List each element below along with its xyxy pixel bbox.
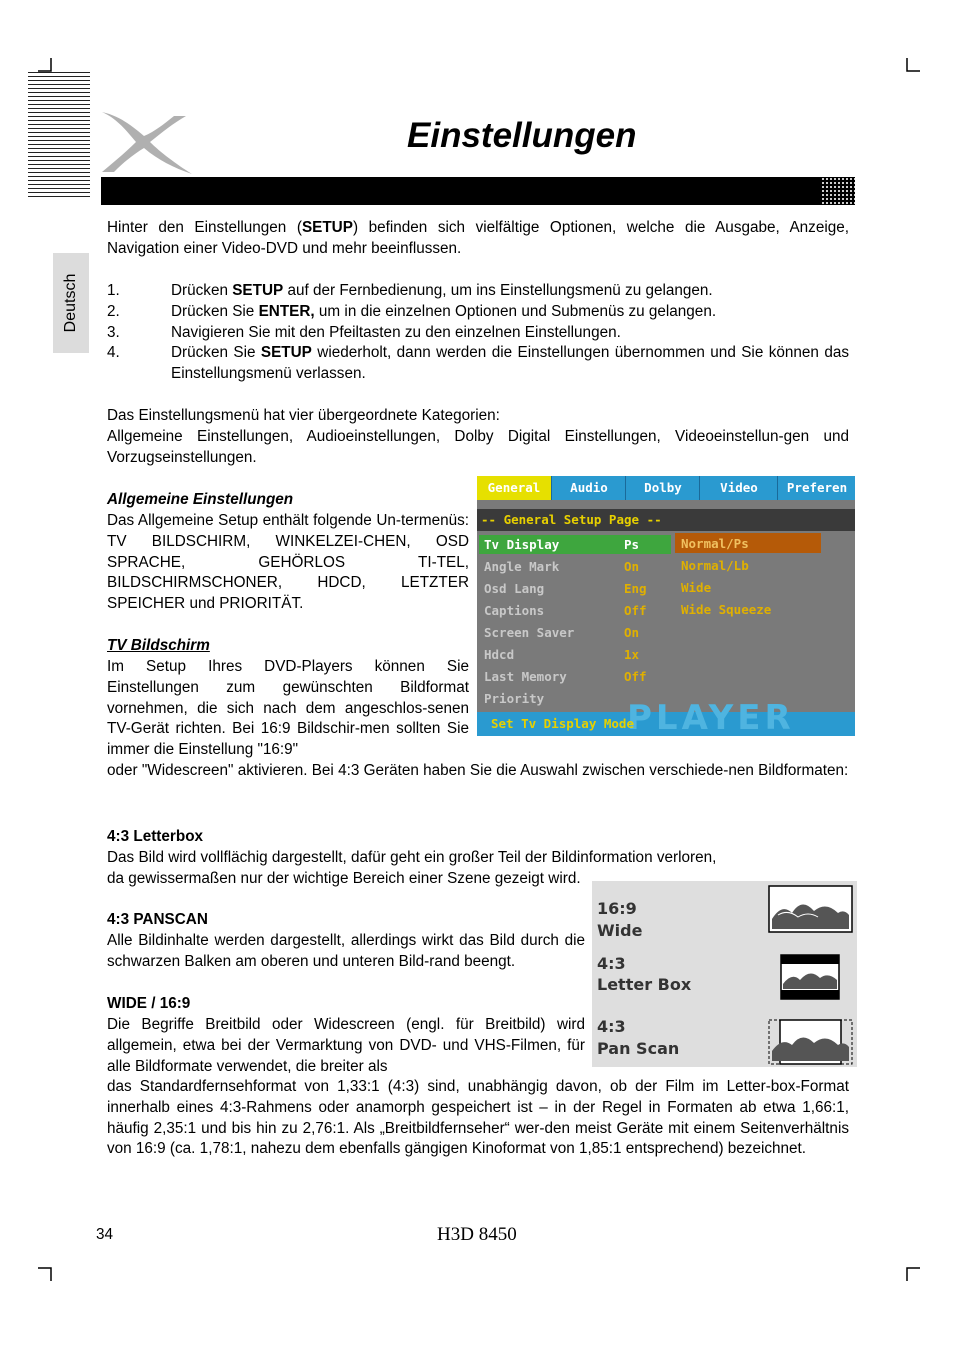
format-letterbox-ratio: 4:3 <box>597 954 626 973</box>
menu-row-value: Off <box>624 669 647 684</box>
panscan-text: Alle Bildinhalte werden dargestellt, allerdings wirkt das Bild durch die schwarzen Balken am oberen und unteren Bild-rand beengt. <box>107 932 585 970</box>
page-number: 34 <box>96 1226 114 1243</box>
general-text: Das Allgemeine Setup enthält folgende Un-termenüs: TV BILDSCHIRM, WINKELZEI-CHEN, OSD SPRACHE, GEHÖRLOS TI-TEL, BILDSCHIRMSCHONER, HDCD, LETZTER SPEICHER und PRIORITÄT. <box>107 512 469 613</box>
menu-tab-preferences: Preferen <box>777 476 855 500</box>
format-panscan-name: Pan Scan <box>597 1039 680 1058</box>
menu-tab-bar <box>477 476 855 500</box>
language-side-tab <box>53 253 89 353</box>
letterbox-tv-icon <box>780 954 840 1000</box>
wide-text-continued: das Standardfernsehformat von 1,33:1 (4:3) sind, unabhängig davon, ob der Film im Letter-box-Format innerhalb eines 4:3-Rahmens oder anamorph gespeichert ist – in der Regel in Formaten ab etwa 1,66:1, häufig 2,35:1 und bis hin zu 2,76:1. Als „Breitbildfernseher“ wer-den meist Geräte mit einem Seitenverhältnis von 16:9 (ca. 1,78:1, nahezu dem ebenfalls gängigen Kinoformat von 1,85:1 entsprechend) bezeichnet. <box>107 1078 849 1158</box>
wide-text: Die Begriffe Breitbild oder Widescreen (engl. für Breitbild) wird allgemein, etwa bei der Vermarktung von DVD- und VHS-Filmen, für alle Bildformate verwendet, die breiter als <box>107 1016 585 1075</box>
menu-page-header: -- General Setup Page -- <box>477 509 855 531</box>
menu-watermark: PLAYER <box>627 698 795 736</box>
crop-mark-top-left <box>38 58 52 72</box>
setup-menu-screenshot <box>477 476 855 736</box>
crop-mark-bottom-right <box>906 1267 920 1281</box>
wide-heading: WIDE / 16:9 <box>107 995 191 1012</box>
menu-row-label: Captions <box>484 603 545 618</box>
categories-list: Allgemeine Einstellungen, Audioeinstellungen, Dolby Digital Einstellungen, Videoeinstellun-gen und Vorzugseinstellungen. <box>107 428 849 466</box>
x-logo-icon <box>96 108 196 176</box>
format-panscan-ratio: 4:3 <box>597 1017 626 1036</box>
menu-row-label: Hdcd <box>484 647 515 662</box>
panscan-heading: 4:3 PANSCAN <box>107 911 208 928</box>
categories-intro: Das Einstellungsmenü hat vier übergeordnete Kategorien: <box>107 407 500 424</box>
language-side-tab-label: Deutsch <box>62 273 79 333</box>
menu-row-value: Eng <box>624 581 647 596</box>
menu-tab-video: Video <box>699 476 778 500</box>
menu-row-value: On <box>624 559 640 574</box>
general-heading: Allgemeine Einstellungen <box>107 491 294 508</box>
step-3-text: Navigieren Sie mit den Pfeiltasten zu den einzelnen Einstellungen. <box>171 324 621 341</box>
menu-tab-dolby: Dolby <box>625 476 700 500</box>
letterbox-text: Das Bild wird vollflächig dargestellt, dafür geht ein großer Teil der Bildinformation verloren, <box>107 849 717 866</box>
step-2-number: 2. <box>107 303 120 320</box>
tv-text: Im Setup Ihres DVD-Players können Sie Einstellungen zum gewünschten Bildformat vornehmen, die sich nach dem angeschlos-senen TV-Gerät richten. Bei 16:9 Bildschir-men sollten Sie immer die Einstellung "16:9" <box>107 658 469 759</box>
aspect-ratio-illustration <box>592 881 857 1067</box>
step-1-number: 1. <box>107 282 120 299</box>
crop-mark-bottom-left <box>38 1267 52 1281</box>
menu-row-label: Osd Lang <box>484 581 545 596</box>
menu-footer-label: Set Tv Display Mode <box>491 716 634 731</box>
model-name: H3D 8450 <box>437 1224 517 1245</box>
menu-row-value: On <box>624 625 640 640</box>
format-letterbox-name: Letter Box <box>597 975 692 994</box>
step-4-number: 4. <box>107 344 120 361</box>
panscan-tv-icon <box>768 1019 853 1065</box>
decorative-stripes <box>28 72 90 198</box>
menu-option: Normal/Ps <box>681 536 749 551</box>
format-16-9-name: Wide <box>597 921 643 940</box>
step-4-text: Drücken Sie SETUP wiederholt, dann werden die Einstellungen übernommen und Sie können das Einstellungsmenü verlassen. <box>171 344 849 382</box>
menu-option: Wide <box>681 580 712 595</box>
menu-option: Normal/Lb <box>681 558 749 573</box>
letterbox-text-continued: da gewissermaßen nur der wichtige Bereich einer Szene gezeigt wird. <box>107 870 581 887</box>
format-16-9-ratio: 16:9 <box>597 899 637 918</box>
step-3-number: 3. <box>107 324 120 341</box>
intro-paragraph: Hinter den Einstellungen (SETUP) befinden sich vielfältige Optionen, welche die Ausgabe, Anzeige, Navigation einer Video-DVD und mehr beeinflussen. <box>107 219 849 257</box>
letterbox-heading: 4:3 Letterbox <box>107 828 204 845</box>
header-bar-dots <box>821 177 855 205</box>
menu-row-label: Screen Saver <box>484 625 575 640</box>
menu-tab-audio: Audio <box>551 476 626 500</box>
menu-row-label: Priority <box>484 691 545 706</box>
step-2-text: Drücken Sie ENTER, um in die einzelnen Optionen und Submenüs zu gelangen. <box>171 303 717 320</box>
header-bar <box>101 177 855 205</box>
menu-row-label: Tv Display <box>484 537 560 552</box>
menu-row-value: Off <box>624 603 647 618</box>
menu-row-label: Angle Mark <box>484 559 560 574</box>
crop-mark-top-right <box>906 58 920 72</box>
tv-heading: TV Bildschirm <box>107 637 210 654</box>
menu-row-value: 1x <box>624 647 640 662</box>
menu-tab-general: General <box>477 476 551 500</box>
widescreen-tv-icon <box>768 885 853 933</box>
menu-row-value: Ps <box>624 537 640 552</box>
page-title: Einstellungen <box>407 116 637 155</box>
menu-option: Wide Squeeze <box>681 602 772 617</box>
tv-text-continued: oder "Widescreen" aktivieren. Bei 4:3 Geräten haben Sie die Auswahl zwischen verschiede-nen Bildformaten: <box>107 762 849 779</box>
menu-row-label: Last Memory <box>484 669 567 684</box>
step-1-text: Drücken SETUP auf der Fernbedienung, um ins Einstellungsmenü zu gelangen. <box>171 282 713 299</box>
